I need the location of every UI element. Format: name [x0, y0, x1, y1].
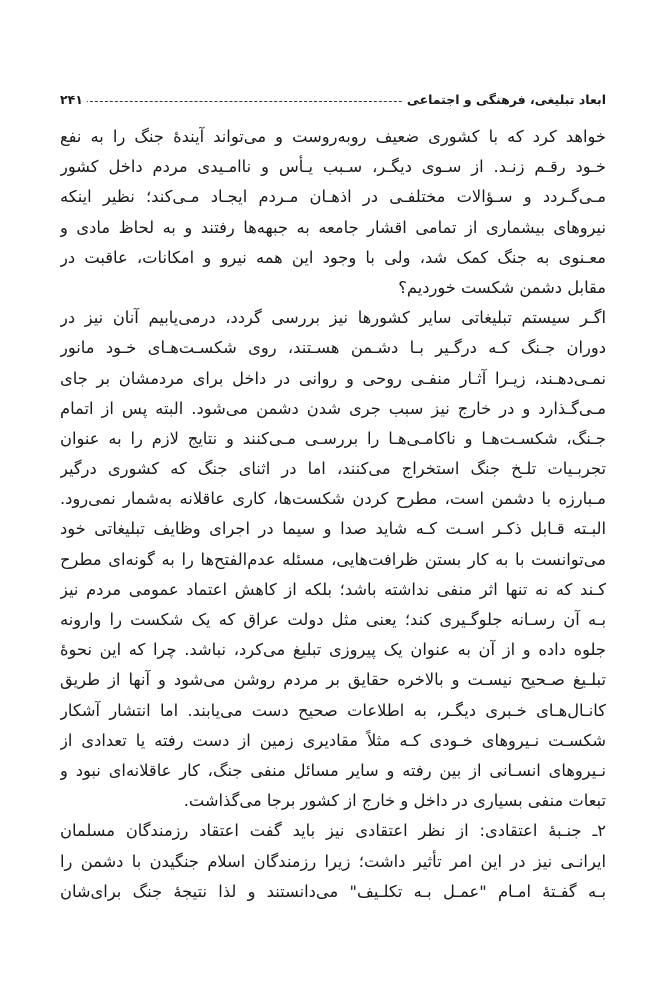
- header-title: ابعاد تبلیغی، فرهنگی و اجتماعی: [403, 90, 606, 110]
- text-line: البـته قـابل ذکـر اسـت کـه شاید صدا و سیما در اجرای وظایف تبلیغاتی خود: [60, 519, 606, 539]
- text-line: تجربـیات تلـخ جنگ استخراج می‌کنند، اما در اثنای جنگ که کشوری درگیر: [60, 459, 606, 479]
- text-line: بـه آن رسـانه جلوگـیری کند؛ یعنی مثل دولت عراق که یک شکست را وارونه: [60, 610, 606, 629]
- text-line: مـی‌گـردد و سـؤالات مختلفـی در اذهـان مـردم ایجـاد مـی‌کند؛ نظیر اینکه: [60, 187, 606, 207]
- page-number: ۲۴۱: [60, 90, 87, 110]
- text-line: جلوه داده و از آن به عنوان یک پیروزی تبلیغ می‌کرد، نباشد. چرا که این نحوهٔ: [60, 640, 606, 660]
- text-line: نـیروهای انسـانی از بین رفته و سایر مسائل منفی جنگ، کار عاقلانه‌ای نبود و: [60, 760, 606, 780]
- text-line: شکسـت نـیروهای خـودی کـه مثلاً مقادیری زمین از دست رفته یا تعدادی از: [60, 730, 606, 750]
- text-line: می‌توانست با به کار بستن ظرافت‌هایی، مسئله عدم‌الفتح‌ها را به گونه‌ای مطرح: [60, 549, 606, 569]
- text-line: مقابل دشمن شکست خوردیم؟: [398, 277, 606, 297]
- text-line: خـود رقـم زنـد. از سـوی دیگـر، سـبب یـأس و ناامـیدی مردم داخل کشور: [60, 157, 606, 177]
- text-line: کانـال‌هـای خـبری دیگـر، به اطلاعات صحیح دست می‌یابند. اما انتشار آشکار: [60, 700, 606, 720]
- text-line: معـنوی به جنگ کمک شد، ولی با وجود این همه نیرو و امکانات، عاقبت در: [60, 247, 606, 267]
- text-line: نیروهای بیشماری از تمامی اقشار جامعه به جبهه‌ها رفتند و به لحاظ مادی و: [60, 217, 606, 237]
- text-line: ایرانـی نیز در این امر تأثیر داشت؛ زیرا رزمندگان اسلام جنگیدن با دشمن را: [60, 851, 606, 871]
- text-line: اگـر سیستم تبلیغاتی سایر کشورها نیز بررسی گردد، درمی‌یابیم آنان نیز در: [60, 308, 606, 328]
- text-line: مـبارزه با دشمن است، مطرح کردن شکست‌ها، کاری عاقلانه به‌شمار نمی‌رود.: [60, 489, 606, 509]
- text-line: تبعات منفی بسیاری در داخل و خارج از کشور برجا می‌گذاشت.: [183, 791, 606, 811]
- text-line: کـند که نه تنها اثر منفی نداشته باشد؛ بلکه از کاهش اعتماد عمومی مردم نیز: [60, 579, 606, 599]
- text-line: خواهد کرد که با کشوری ضعیف روبه‌روست و می‌تواند آیندهٔ جنگ را به نفع: [60, 127, 606, 146]
- text-line: مـی‌گـذارد و در خارج نیز سبب جری شدن دشمن می‌شود. البته پس از اتمام: [60, 398, 606, 418]
- running-header: [60, 90, 606, 110]
- text-line: ۲ـ جنـبهٔ اعتقادی: از نظر اعتقادی نیز باید گفت اعتقاد رزمندگان مسلمان: [60, 821, 606, 841]
- text-line: بـه گفـتهٔ امـام "عمـل بـه تکلـیف" می‌دانستند و لذا نتیجهٔ جنگ برای‌شان: [60, 881, 606, 901]
- text-line: نمـی‌دهـند، زیـرا آثـار منفـی روحی و روانی در داخل برای مردمشان بر جای: [60, 368, 606, 388]
- text-line: تبلـیغ صـحیح نیسـت و بالاخره حقایق بر مردم روشن می‌شود و آنها از طریق: [60, 670, 606, 690]
- body-text: [60, 122, 606, 907]
- text-line: جـنگ، شکسـت‌هـا و ناکامـی‌هـا را بررسـی مـی‌کنند و نتایج لازم را به عنوان: [60, 428, 606, 448]
- text-line: دوران جـنگ کـه درگـیر بـا دشـمن هسـتند، روی شکسـت‌هـای خـود مانور: [60, 338, 606, 358]
